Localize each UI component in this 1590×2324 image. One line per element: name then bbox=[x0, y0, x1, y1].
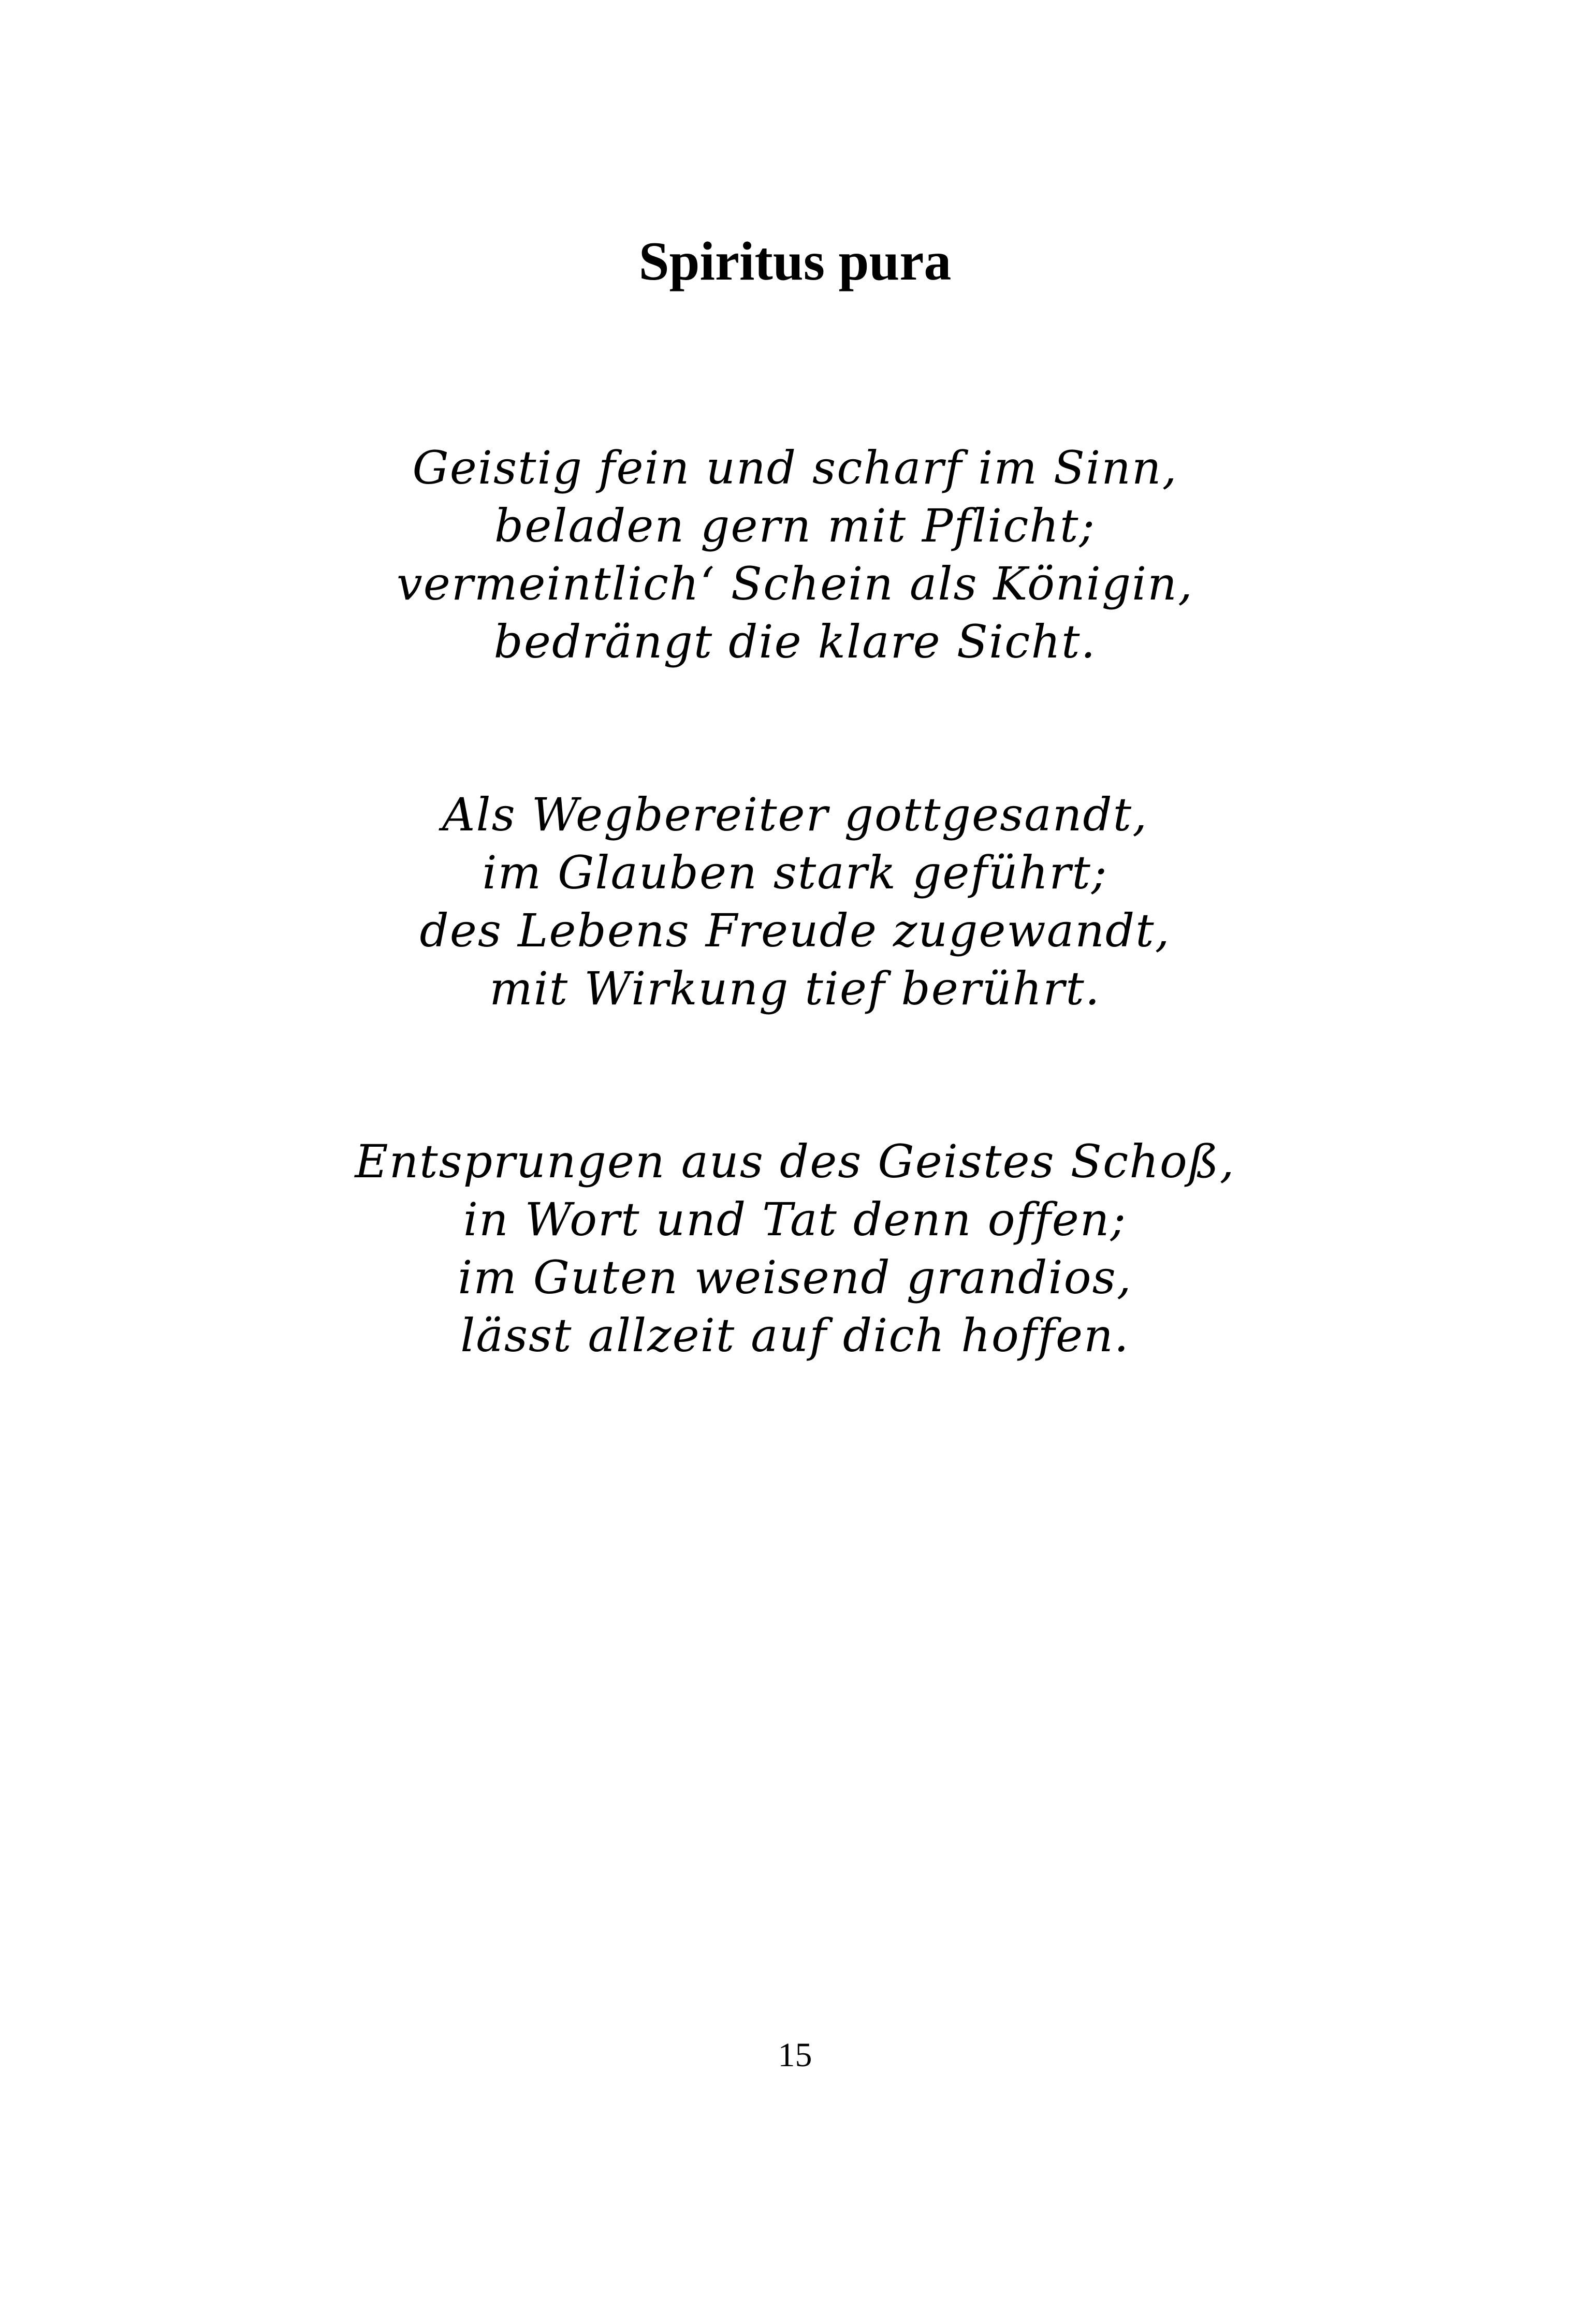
verse-line: Geistig fein und scharf im Sinn, bbox=[412, 441, 1178, 494]
verse-line: lässt allzeit auf dich hoffen. bbox=[460, 1309, 1130, 1362]
verse-line: Als Wegbereiter gottgesandt, bbox=[442, 788, 1148, 841]
verse-line: des Lebens Freude zugewandt, bbox=[419, 904, 1171, 957]
verse-line: im Glauben stark geführt; bbox=[482, 846, 1108, 899]
stanza-2 bbox=[0, 786, 1590, 1018]
stanza-3 bbox=[0, 1133, 1590, 1365]
verse-line: vermeintlich‘ Schein als Königin, bbox=[397, 557, 1193, 610]
verse-line: im Guten weisend grandios, bbox=[458, 1251, 1132, 1304]
poem-title: Spiritus pura bbox=[638, 231, 952, 291]
verse-line: in Wort und Tat denn offen; bbox=[463, 1193, 1127, 1246]
poem-body bbox=[0, 439, 1590, 1480]
verse-line: beladen gern mit Pflicht; bbox=[494, 499, 1096, 552]
verse-line: mit Wirkung tief berührt. bbox=[489, 962, 1101, 1015]
stanza-1 bbox=[0, 439, 1590, 671]
verse-line: bedrängt die klare Sicht. bbox=[493, 615, 1097, 668]
page-number: 15 bbox=[778, 2036, 812, 2074]
verse-line: Entsprungen aus des Geistes Schoß, bbox=[355, 1135, 1235, 1188]
